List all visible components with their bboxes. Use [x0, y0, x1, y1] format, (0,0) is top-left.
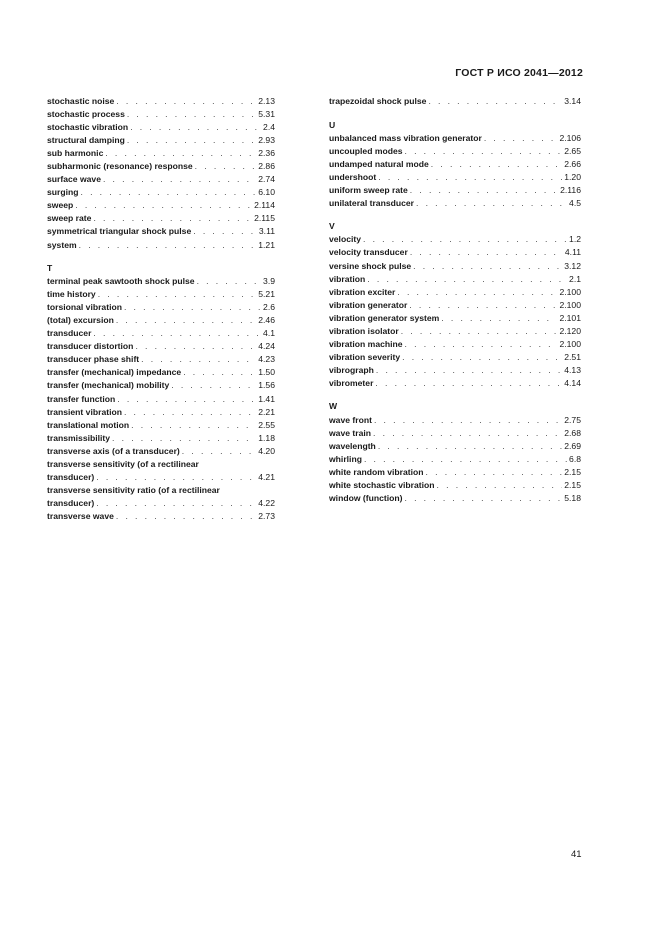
index-reference: 5.18 — [564, 492, 581, 503]
index-reference: 2.65 — [564, 145, 581, 156]
dot-leader — [98, 288, 257, 301]
index-term: uniform sweep rate — [329, 184, 408, 195]
index-term-first-line: transverse sensitivity (of a rectilinear — [47, 458, 199, 469]
dot-leader — [375, 377, 562, 390]
dot-leader — [195, 160, 257, 173]
index-entry — [47, 471, 275, 484]
index-entry — [47, 327, 275, 340]
dot-leader — [437, 479, 563, 492]
dot-leader — [373, 427, 562, 440]
index-entry — [47, 95, 275, 108]
index-reference: 1.21 — [258, 239, 275, 250]
index-entry — [47, 199, 275, 212]
index-term: transverse wave — [47, 510, 114, 521]
index-entry — [47, 445, 275, 458]
dot-leader — [397, 286, 557, 299]
index-reference: 2.100 — [559, 299, 581, 310]
dot-leader — [116, 510, 256, 523]
dot-leader — [182, 445, 256, 458]
dot-leader — [405, 145, 563, 158]
index-reference: 2.68 — [564, 427, 581, 438]
index-reference: 2.115 — [254, 213, 275, 224]
index-term: vibration exciter — [329, 286, 396, 297]
dot-leader — [484, 132, 558, 145]
index-term: system — [47, 239, 77, 250]
index-term: vibration isolator — [329, 325, 399, 336]
index-reference: 4.11 — [564, 247, 581, 258]
index-term: symmetrical triangular shock pulse — [47, 226, 192, 237]
index-group-v — [329, 233, 581, 390]
index-column-right — [329, 95, 581, 505]
dot-leader — [112, 432, 256, 445]
dot-leader — [116, 95, 256, 108]
index-term: transient vibration — [47, 406, 122, 417]
index-column-left — [47, 95, 275, 523]
index-reference: 2.1 — [569, 273, 581, 284]
index-reference: 2.106 — [559, 132, 581, 143]
index-group-u — [329, 132, 581, 210]
index-reference: 3.11 — [258, 226, 275, 237]
index-entry — [47, 379, 275, 392]
index-entry — [47, 497, 275, 510]
dot-leader — [426, 466, 563, 479]
dot-leader — [103, 173, 256, 186]
index-reference: 4.22 — [258, 497, 275, 508]
index-reference: 2.21 — [258, 406, 275, 417]
index-entry — [329, 479, 581, 492]
index-reference: 2.75 — [564, 414, 581, 425]
index-entry — [329, 312, 581, 325]
dot-leader — [378, 171, 562, 184]
index-term: velocity — [329, 234, 362, 245]
index-entry — [47, 108, 275, 121]
dot-leader — [376, 364, 562, 377]
index-reference: 1.41 — [258, 393, 275, 404]
index-entry — [329, 197, 581, 210]
index-reference: 2.69 — [564, 440, 581, 451]
dot-leader — [405, 338, 558, 351]
index-entry — [47, 121, 275, 134]
index-term: transducer) — [47, 497, 95, 508]
document-header-title: ГОСТ Р ИСО 2041—2012 — [455, 67, 583, 79]
index-term: white random vibration — [329, 466, 424, 477]
dot-leader — [428, 95, 562, 108]
dot-leader — [127, 134, 256, 147]
index-term: wave front — [329, 414, 372, 425]
index-reference: 4.21 — [258, 471, 275, 482]
index-entry — [47, 510, 275, 523]
index-reference: 1.18 — [258, 432, 275, 443]
index-entry — [329, 466, 581, 479]
index-reference: 2.73 — [258, 510, 275, 521]
dot-leader — [135, 340, 256, 353]
index-entry — [329, 338, 581, 351]
index-term: undershoot — [329, 171, 377, 182]
index-reference: 2.4 — [263, 122, 275, 133]
index-reference: 1.2 — [569, 234, 581, 245]
dot-leader — [409, 299, 557, 312]
index-term: window (function) — [329, 492, 403, 503]
index-term: transducer phase shift — [47, 354, 140, 365]
index-entry — [47, 134, 275, 147]
index-reference: 2.93 — [258, 135, 275, 146]
index-reference: 2.100 — [559, 338, 581, 349]
index-entry — [47, 173, 275, 186]
index-term: vibrometer — [329, 377, 374, 388]
index-term: surging — [47, 187, 79, 198]
index-entry — [47, 366, 275, 379]
index-entry — [47, 160, 275, 173]
dot-leader — [367, 273, 567, 286]
index-reference: 1.50 — [258, 367, 275, 378]
dot-leader — [81, 186, 257, 199]
dot-leader — [117, 393, 256, 406]
index-entry — [47, 212, 275, 225]
dot-leader — [124, 406, 256, 419]
dot-leader — [116, 314, 256, 327]
index-reference: 1.20 — [564, 171, 581, 182]
section-letter-v: V — [329, 221, 335, 232]
index-term: wavelength — [329, 440, 376, 451]
dot-leader — [124, 301, 261, 314]
index-term: transmissibility — [47, 432, 111, 443]
index-group-t — [47, 275, 275, 458]
dot-leader — [410, 246, 563, 259]
index-entry — [47, 393, 275, 406]
index-term: wave train — [329, 427, 372, 438]
index-entry — [329, 184, 581, 197]
index-group-t-multiline — [47, 458, 275, 510]
index-reference: 4.23 — [258, 354, 275, 365]
index-reference: 2.100 — [559, 286, 581, 297]
index-entry — [329, 325, 581, 338]
index-reference: 3.12 — [564, 260, 581, 271]
index-term: stochastic process — [47, 109, 125, 120]
index-term: surface wave — [47, 174, 101, 185]
dot-leader — [405, 492, 563, 505]
index-term: structural damping — [47, 135, 125, 146]
index-reference: 2.114 — [254, 200, 275, 211]
dot-leader — [401, 325, 558, 338]
index-reference: 2.15 — [564, 466, 581, 477]
index-term: transfer (mechanical) mobility — [47, 380, 170, 391]
dot-leader — [93, 212, 252, 225]
index-entry — [329, 273, 581, 286]
dot-leader — [96, 471, 256, 484]
dot-leader — [410, 184, 558, 197]
index-entry — [47, 340, 275, 353]
index-reference: 2.13 — [258, 96, 275, 106]
index-term: stochastic noise — [47, 96, 115, 106]
index-term: unbalanced mass vibration generator — [329, 132, 482, 143]
index-entry — [47, 147, 275, 160]
index-reference: 6.10 — [258, 187, 275, 198]
index-reference: 4.1 — [263, 328, 275, 339]
index-term: vibrograph — [329, 364, 374, 375]
dot-leader — [93, 327, 261, 340]
index-entry — [329, 158, 581, 171]
index-entry — [47, 301, 275, 314]
dot-leader — [378, 440, 562, 453]
index-group-top — [329, 95, 581, 108]
index-entry — [47, 275, 275, 288]
index-reference: 4.13 — [564, 364, 581, 375]
section-letter-w: W — [329, 401, 338, 412]
index-reference: 2.74 — [258, 174, 275, 185]
dot-leader — [416, 197, 567, 210]
index-reference: 2.15 — [564, 479, 581, 490]
index-reference: 2.116 — [560, 184, 581, 195]
index-term: transducer) — [47, 471, 95, 482]
index-reference: 2.120 — [559, 325, 581, 336]
dot-leader — [105, 147, 256, 160]
index-term: stochastic vibration — [47, 122, 129, 133]
index-entry — [47, 432, 275, 445]
index-reference: 2.101 — [559, 312, 581, 323]
dot-leader — [141, 353, 256, 366]
dot-leader — [171, 379, 256, 392]
index-term: white stochastic vibration — [329, 479, 435, 490]
index-entry — [329, 286, 581, 299]
index-group-w — [329, 414, 581, 505]
index-entry — [329, 414, 581, 427]
index-entry — [47, 406, 275, 419]
dot-leader — [364, 453, 567, 466]
index-reference: 2.86 — [258, 161, 275, 172]
index-entry — [329, 492, 581, 505]
index-term: unilateral transducer — [329, 197, 415, 208]
dot-leader — [441, 312, 557, 325]
index-entry — [329, 453, 581, 466]
dot-leader — [431, 158, 562, 171]
index-term-first-line: transverse sensitivity ratio (of a rectilinear — [47, 484, 220, 495]
index-term: torsional vibration — [47, 302, 122, 313]
dot-leader — [374, 414, 562, 427]
index-entry — [329, 351, 581, 364]
dot-leader — [131, 419, 256, 432]
index-reference: 2.66 — [564, 158, 581, 169]
index-reference: 4.14 — [564, 377, 581, 388]
index-entry — [47, 314, 275, 327]
index-term: vibration generator system — [329, 312, 440, 323]
index-group-s — [47, 95, 275, 252]
index-entry — [329, 171, 581, 184]
index-reference: 6.8 — [569, 453, 581, 464]
index-entry — [47, 353, 275, 366]
index-reference: 4.20 — [258, 445, 275, 456]
page-number: 41 — [571, 849, 582, 860]
dot-leader — [127, 108, 256, 121]
index-entry — [329, 132, 581, 145]
index-entry — [329, 377, 581, 390]
index-term: translational motion — [47, 419, 130, 430]
index-entry — [329, 427, 581, 440]
index-term: terminal peak sawtooth shock pulse — [47, 276, 195, 287]
index-term: undamped natural mode — [329, 158, 429, 169]
dot-leader — [363, 233, 567, 246]
dot-leader — [79, 239, 257, 252]
index-term: sweep rate — [47, 213, 92, 224]
index-entry — [47, 225, 275, 238]
dot-leader — [402, 351, 562, 364]
index-reference: 3.9 — [263, 276, 275, 287]
index-reference: 4.5 — [569, 197, 581, 208]
index-reference: 1.56 — [258, 380, 275, 391]
index-entry — [329, 246, 581, 259]
index-entry — [329, 260, 581, 273]
dot-leader — [183, 366, 256, 379]
index-term: vibration — [329, 273, 366, 284]
index-reference: 2.36 — [258, 148, 275, 159]
index-entry — [47, 239, 275, 252]
dot-leader — [75, 199, 252, 212]
index-reference: 5.31 — [258, 109, 275, 120]
index-term: vibration severity — [329, 351, 401, 362]
index-term: trapezoidal shock pulse — [329, 96, 427, 106]
index-term: versine shock pulse — [329, 260, 412, 271]
index-entry — [329, 95, 581, 108]
index-term: whirling — [329, 453, 362, 464]
index-term: transverse axis (of a transducer) — [47, 445, 180, 456]
index-reference: 3.14 — [564, 96, 581, 106]
index-term: vibration machine — [329, 338, 403, 349]
index-term: subharmonic (resonance) response — [47, 161, 193, 172]
index-entry — [329, 364, 581, 377]
section-letter-u: U — [329, 119, 336, 130]
index-term: transfer (mechanical) impedance — [47, 367, 182, 378]
index-entry — [47, 419, 275, 432]
index-term: time history — [47, 289, 96, 300]
dot-leader — [96, 497, 256, 510]
index-term: uncoupled modes — [329, 145, 403, 156]
index-reference: 2.6 — [263, 302, 275, 313]
index-term: sweep — [47, 200, 74, 211]
index-term: sub harmonic — [47, 148, 104, 159]
dot-leader — [130, 121, 261, 134]
index-term: (total) excursion — [47, 315, 114, 326]
index-entry — [329, 440, 581, 453]
index-entry — [329, 233, 581, 246]
dot-leader — [197, 275, 261, 288]
index-term: transfer function — [47, 393, 116, 404]
index-reference: 2.51 — [564, 351, 581, 362]
index-reference: 2.55 — [258, 419, 275, 430]
index-term: velocity transducer — [329, 247, 408, 258]
index-entry — [329, 299, 581, 312]
index-term: transducer distortion — [47, 341, 134, 352]
index-reference: 2.46 — [258, 315, 275, 326]
index-entry — [47, 288, 275, 301]
index-entry — [329, 145, 581, 158]
section-letter-t: T — [47, 263, 53, 274]
index-reference: 5.21 — [258, 289, 275, 300]
dot-leader — [413, 260, 562, 273]
index-term: vibration generator — [329, 299, 408, 310]
dot-leader — [193, 225, 257, 238]
index-reference: 4.24 — [258, 341, 275, 352]
index-entry — [47, 186, 275, 199]
index-term: transducer — [47, 328, 92, 339]
